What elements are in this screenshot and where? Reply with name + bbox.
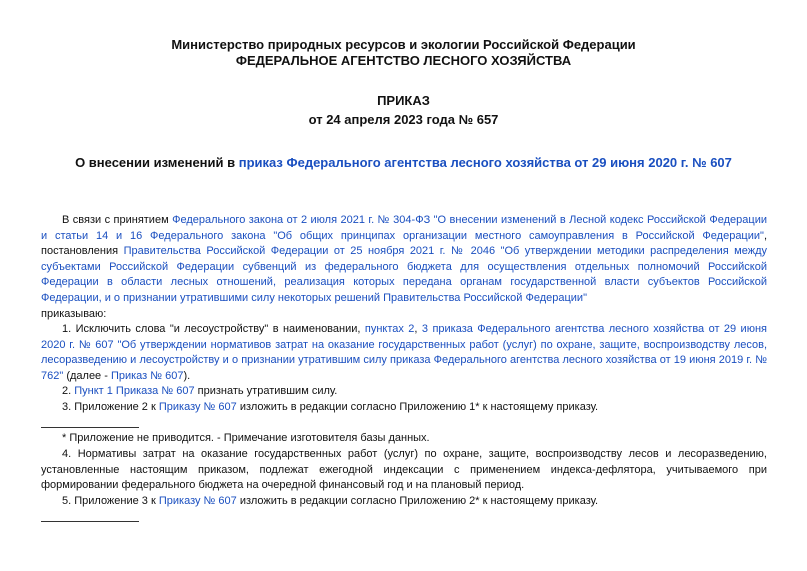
- preamble-text-2: , постановления: [41, 229, 767, 258]
- item-3-text-2: изложить в редакции согласно Приложению 1* к настоящему приказу.: [236, 401, 599, 413]
- item-3-text-1: 3. Приложение 2 к: [62, 401, 159, 413]
- item-1-text-2: ,: [414, 323, 422, 335]
- item-1-points-link[interactable]: пунктах 2: [364, 323, 415, 335]
- page-title: [0, 155, 807, 171]
- footnote-text: * Приложение не приводится. - Примечание изготовителя базы данных.: [62, 432, 430, 444]
- footnote-divider-2: [41, 521, 139, 522]
- item-1-text-3: (далее -: [63, 369, 111, 382]
- agency-name: ФЕДЕРАЛЬНОЕ АГЕНТСТВО ЛЕСНОГО ХОЗЯЙСТВА: [235, 53, 572, 68]
- doc-date: от 24 апреля 2023 года № 657: [308, 112, 499, 127]
- item-1-text-4: ).: [183, 369, 191, 382]
- title-prefix: О внесении изменений в: [75, 155, 239, 170]
- item-1-text-1: 1. Исключить слова "и лесоустройству" в наименовании,: [62, 323, 365, 335]
- title-order-link[interactable]: приказ Федерального агентства лесного хозяйства от 29 июня 2020 г. № 607: [238, 155, 732, 170]
- item-2-link[interactable]: Пункт 1 Приказа № 607: [74, 385, 195, 397]
- item-5-text-2: изложить в редакции согласно Приложению 2* к настоящему приказу.: [236, 495, 599, 507]
- ministry-name: Министерство природных ресурсов и экологии Российской Федерации: [171, 37, 636, 52]
- item-3-paragraph: [41, 400, 767, 416]
- item-3-link[interactable]: Приказу № 607: [158, 401, 237, 413]
- government-decree-link[interactable]: Правительства Российской Федерации от 25 ноября 2021 г. № 2046 "Об утверждении методики распределения между субъектами Российской Федерации субвенций из федерального бюджета для осуществления отдельных полномочий Российской Федерации в области лесных отношений, реализация которых передана органам государственной власти субъектов Российской Федерации, и о признании утратившими силу некоторых решений Правительства Российской Федерации": [41, 245, 767, 304]
- preamble-paragraph: [41, 213, 767, 307]
- item-1-paragraph: [41, 322, 767, 384]
- item-4-paragraph: 4. Нормативы затрат на оказание государственных работ (услуг) по охране, защите, воспроизводству лесов и лесоразведению, установленные настоящим приказом, подлежат ежегодной индексации с применением индекса-дефлятора, учитываемого при формировании федерального бюджета на очередной финансовый год и на плановый период.: [41, 448, 767, 492]
- item-2-paragraph: [41, 384, 767, 400]
- item-5-link[interactable]: Приказу № 607: [158, 495, 237, 507]
- item-1-order-link[interactable]: 3 приказа Федерального агентства лесного хозяйства от 29 июня 2020 г. № 607 "Об утверждении нормативов затрат на оказание государственных работ (услуг) по охране, защите, воспроизводству лесов, лесоразведению и лесоустройству и о признании утратившим силу приказа Федерального агентства лесного хозяйства от 19 июня 2019 г. № 762": [41, 323, 767, 382]
- item-2-text-1: 2.: [62, 385, 75, 397]
- item-5-paragraph: [41, 494, 767, 510]
- item-1-short-link[interactable]: Приказ № 607: [110, 369, 184, 382]
- item-2-text-2: признать утратившим силу.: [194, 385, 338, 397]
- preamble-text-1: В связи с принятием: [62, 214, 173, 226]
- footnote-divider: [41, 427, 139, 428]
- ordering-word: приказываю:: [41, 308, 107, 320]
- item-5-text-1: 5. Приложение 3 к: [62, 495, 159, 507]
- federal-law-link[interactable]: Федерального закона от 2 июля 2021 г. № 304-ФЗ "О внесении изменений в Лесной кодекс Российской Федерации и статьи 14 и 16 Федерального закона "Об общих принципах организации местного самоуправления в Российской Федерации": [41, 214, 767, 242]
- doc-type: ПРИКАЗ: [377, 93, 430, 108]
